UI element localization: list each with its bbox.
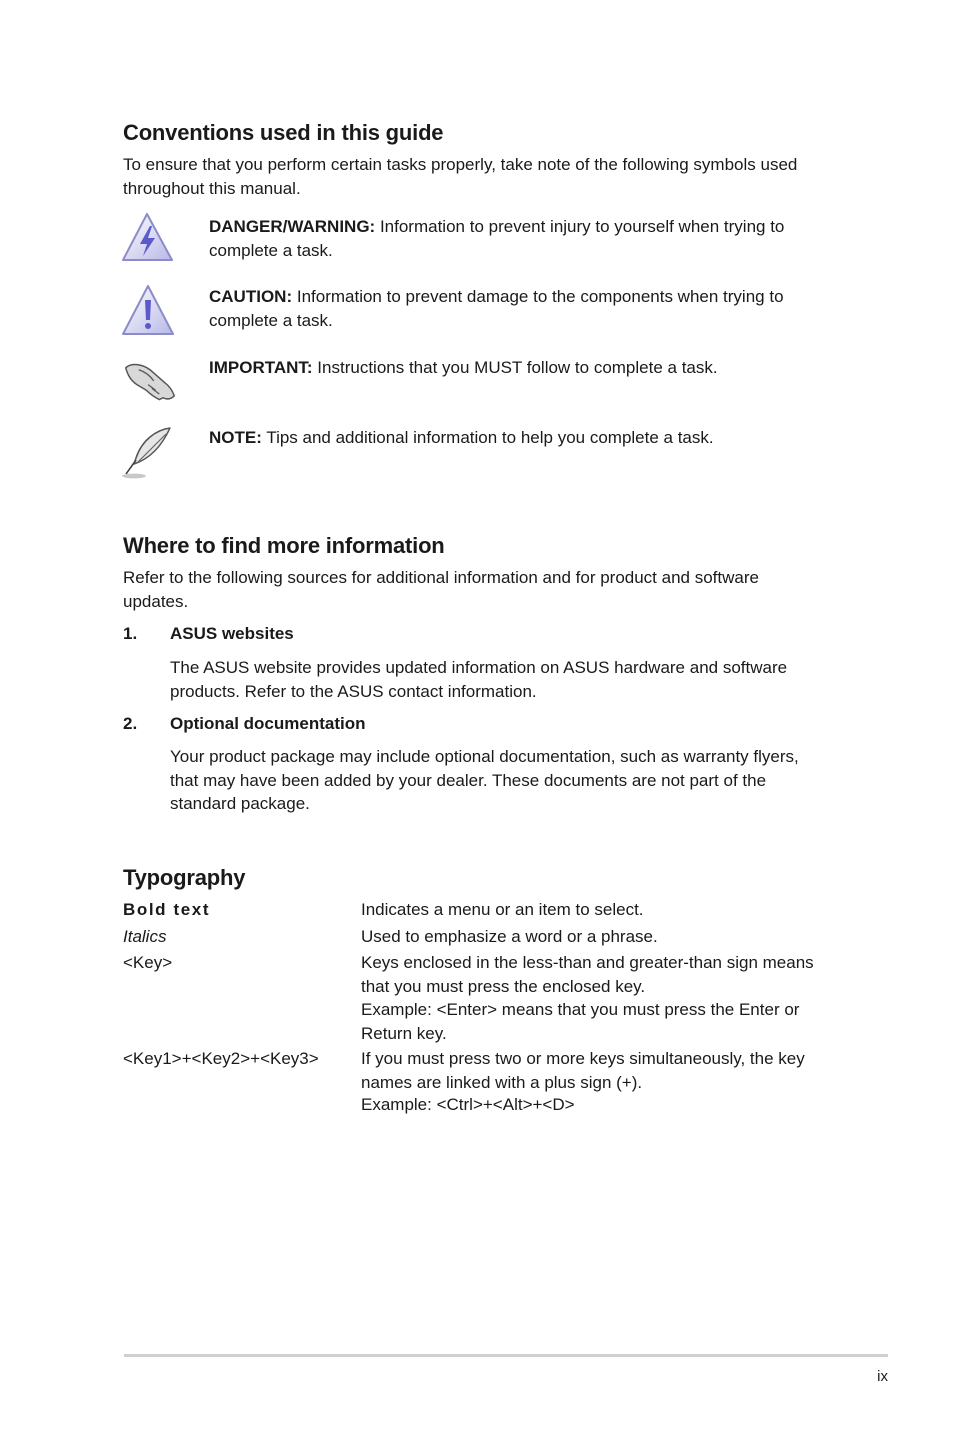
list-item-title: ASUS websites — [170, 624, 294, 643]
notice-label: NOTE: — [209, 428, 262, 447]
notice-danger-warning — [209, 215, 829, 262]
feather-pen-icon — [120, 424, 176, 480]
notice-text: Information to prevent damage to the components when trying to complete a task. — [209, 287, 784, 330]
typography-desc: Indicates a menu or an item to select. — [361, 900, 644, 919]
notice-label: IMPORTANT: — [209, 358, 313, 377]
exclamation-caution-icon — [120, 282, 176, 338]
more-info-intro: Refer to the following sources for additional information and for product and software updates. — [123, 568, 759, 611]
notice-important — [209, 356, 829, 380]
typography-term-key: <Key> — [123, 953, 173, 972]
more-info-heading: Where to find more information — [123, 533, 445, 558]
notice-text: Tips and additional information to help you complete a task. — [266, 428, 714, 447]
hand-pointing-icon — [122, 352, 178, 408]
page-number: ix — [877, 1368, 888, 1385]
notice-note — [209, 426, 829, 450]
conventions-heading: Conventions used in this guide — [123, 120, 444, 145]
notice-text: Instructions that you MUST follow to complete a task. — [317, 358, 718, 377]
typography-desc: If you must press two or more keys simultaneously, the key names are linked with a plus sign (+). — [361, 1049, 805, 1092]
notice-label: DANGER/WARNING: — [209, 217, 376, 236]
typography-desc: Used to emphasize a word or a phrase. — [361, 927, 658, 946]
typography-term-italics: Italics — [123, 927, 167, 946]
footer-rule — [124, 1354, 888, 1357]
typography-term-key-combo: <Key1>+<Key2>+<Key3> — [123, 1049, 319, 1068]
typography-desc: Keys enclosed in the less-than and greater-than sign means that you must press the enclosed key. — [361, 953, 814, 996]
typography-heading: Typography — [123, 865, 246, 890]
list-item-body: Your product package may include optional documentation, such as warranty flyers, that may have been added by your dealer. These documents are not part of the standard package. — [170, 747, 799, 813]
notice-text: Information to prevent injury to yourself when trying to complete a task. — [209, 217, 785, 260]
lightning-warning-icon — [120, 210, 176, 266]
typography-term-bold: Bold text — [123, 900, 211, 919]
list-item-body: The ASUS website provides updated information on ASUS hardware and software products. Refer to the ASUS contact information. — [170, 658, 788, 701]
typography-example: Example: <Enter> means that you must press the Enter or Return key. — [361, 1000, 800, 1043]
notice-caution — [209, 285, 829, 332]
conventions-intro: To ensure that you perform certain tasks properly, take note of the following symbols used throughout this manual. — [123, 155, 798, 198]
list-number: 1. — [123, 624, 138, 643]
list-number: 2. — [123, 714, 138, 733]
typography-example: Example: <Ctrl>+<Alt>+<D> — [361, 1095, 575, 1114]
list-item-title: Optional documentation — [170, 714, 366, 733]
notice-label: CAUTION: — [209, 287, 293, 306]
